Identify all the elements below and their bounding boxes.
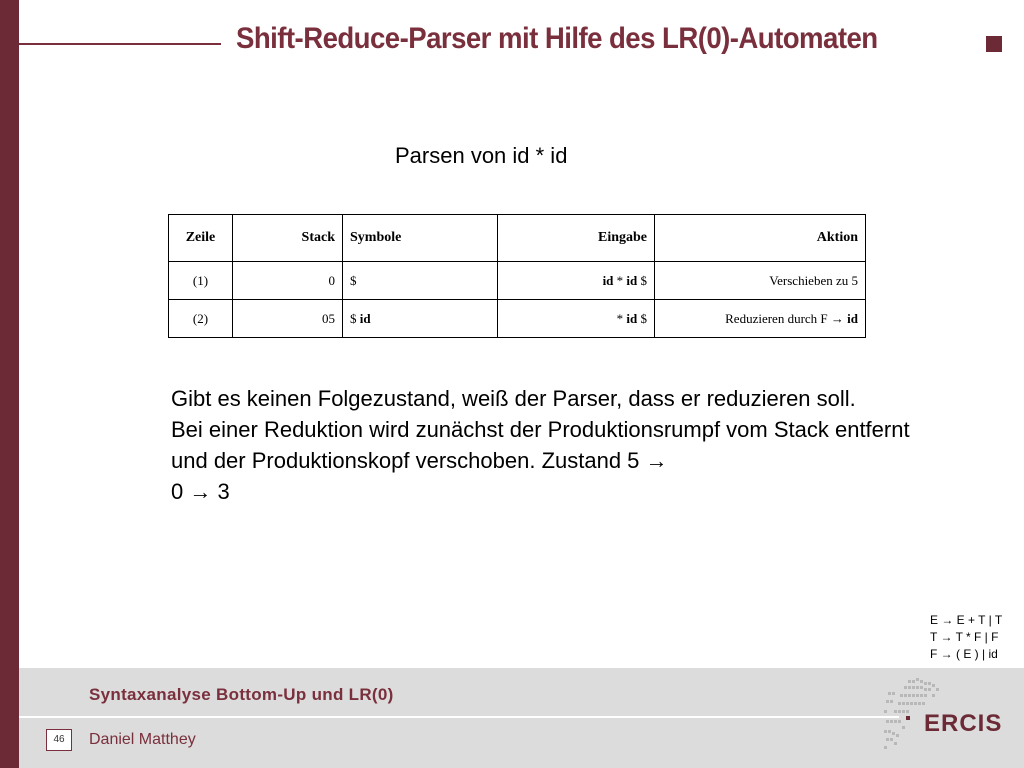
- header-aktion: Aktion: [655, 215, 866, 262]
- cell-stack: 0: [233, 262, 343, 300]
- body-line-2: Bei einer Reduktion wird zunächst der Produktionsrumpf vom Stack entfernt und der Produktionskopf verschoben. Zustand 5 → 0 → 3: [171, 417, 916, 504]
- arrow-right-icon: →: [941, 613, 954, 627]
- page-number: 46: [46, 729, 72, 751]
- header-symbole: Symbole: [343, 215, 498, 262]
- grammar-rule: T → T * F | F: [930, 630, 999, 644]
- grammar-rule: F → ( E ) | id: [930, 647, 998, 661]
- slide-title: Shift-Reduce-Parser mit Hilfe des LR(0)-Automaten: [236, 22, 878, 55]
- cell-symbole: $: [343, 262, 498, 300]
- table-header-row: [169, 215, 866, 262]
- title-square-icon: [986, 36, 1002, 52]
- table-row: [169, 262, 866, 300]
- footer-divider: [19, 716, 899, 718]
- footer-title: Syntaxanalyse Bottom-Up und LR(0): [89, 685, 394, 704]
- arrow-right-icon: →: [940, 630, 953, 644]
- left-accent-bar: [0, 0, 19, 768]
- slide-subtitle: Parsen von id * id: [395, 143, 568, 168]
- header-eingabe: Eingabe: [498, 215, 655, 262]
- footer-author: Daniel Matthey: [89, 731, 196, 748]
- cell-eingabe: * id $: [498, 300, 655, 338]
- footer-band: [19, 668, 1024, 768]
- grammar-rule: E → E + T | T: [930, 613, 1003, 627]
- cell-zeile: (2): [169, 300, 233, 338]
- cell-zeile: (1): [169, 262, 233, 300]
- parse-table: [168, 214, 866, 338]
- grammar-box: [930, 612, 1002, 663]
- body-paragraph: [171, 383, 931, 507]
- header-stack: Stack: [233, 215, 343, 262]
- title-rule: [19, 43, 221, 45]
- arrow-right-icon: →: [940, 647, 953, 661]
- body-line-1: Gibt es keinen Folgezustand, weiß der Parser, dass er reduzieren soll.: [171, 386, 856, 411]
- header-zeile: Zeile: [169, 215, 233, 262]
- cell-symbole: $ id: [343, 300, 498, 338]
- table-row: [169, 300, 866, 338]
- cell-eingabe: id * id $: [498, 262, 655, 300]
- cell-aktion: Verschieben zu 5: [655, 262, 866, 300]
- cell-stack: 05: [233, 300, 343, 338]
- arrow-right-icon: →: [645, 448, 668, 473]
- arrow-right-icon: →: [189, 479, 212, 504]
- ercis-logo: ERCIS: [924, 710, 1003, 737]
- cell-aktion: Reduzieren durch F → id: [655, 300, 866, 338]
